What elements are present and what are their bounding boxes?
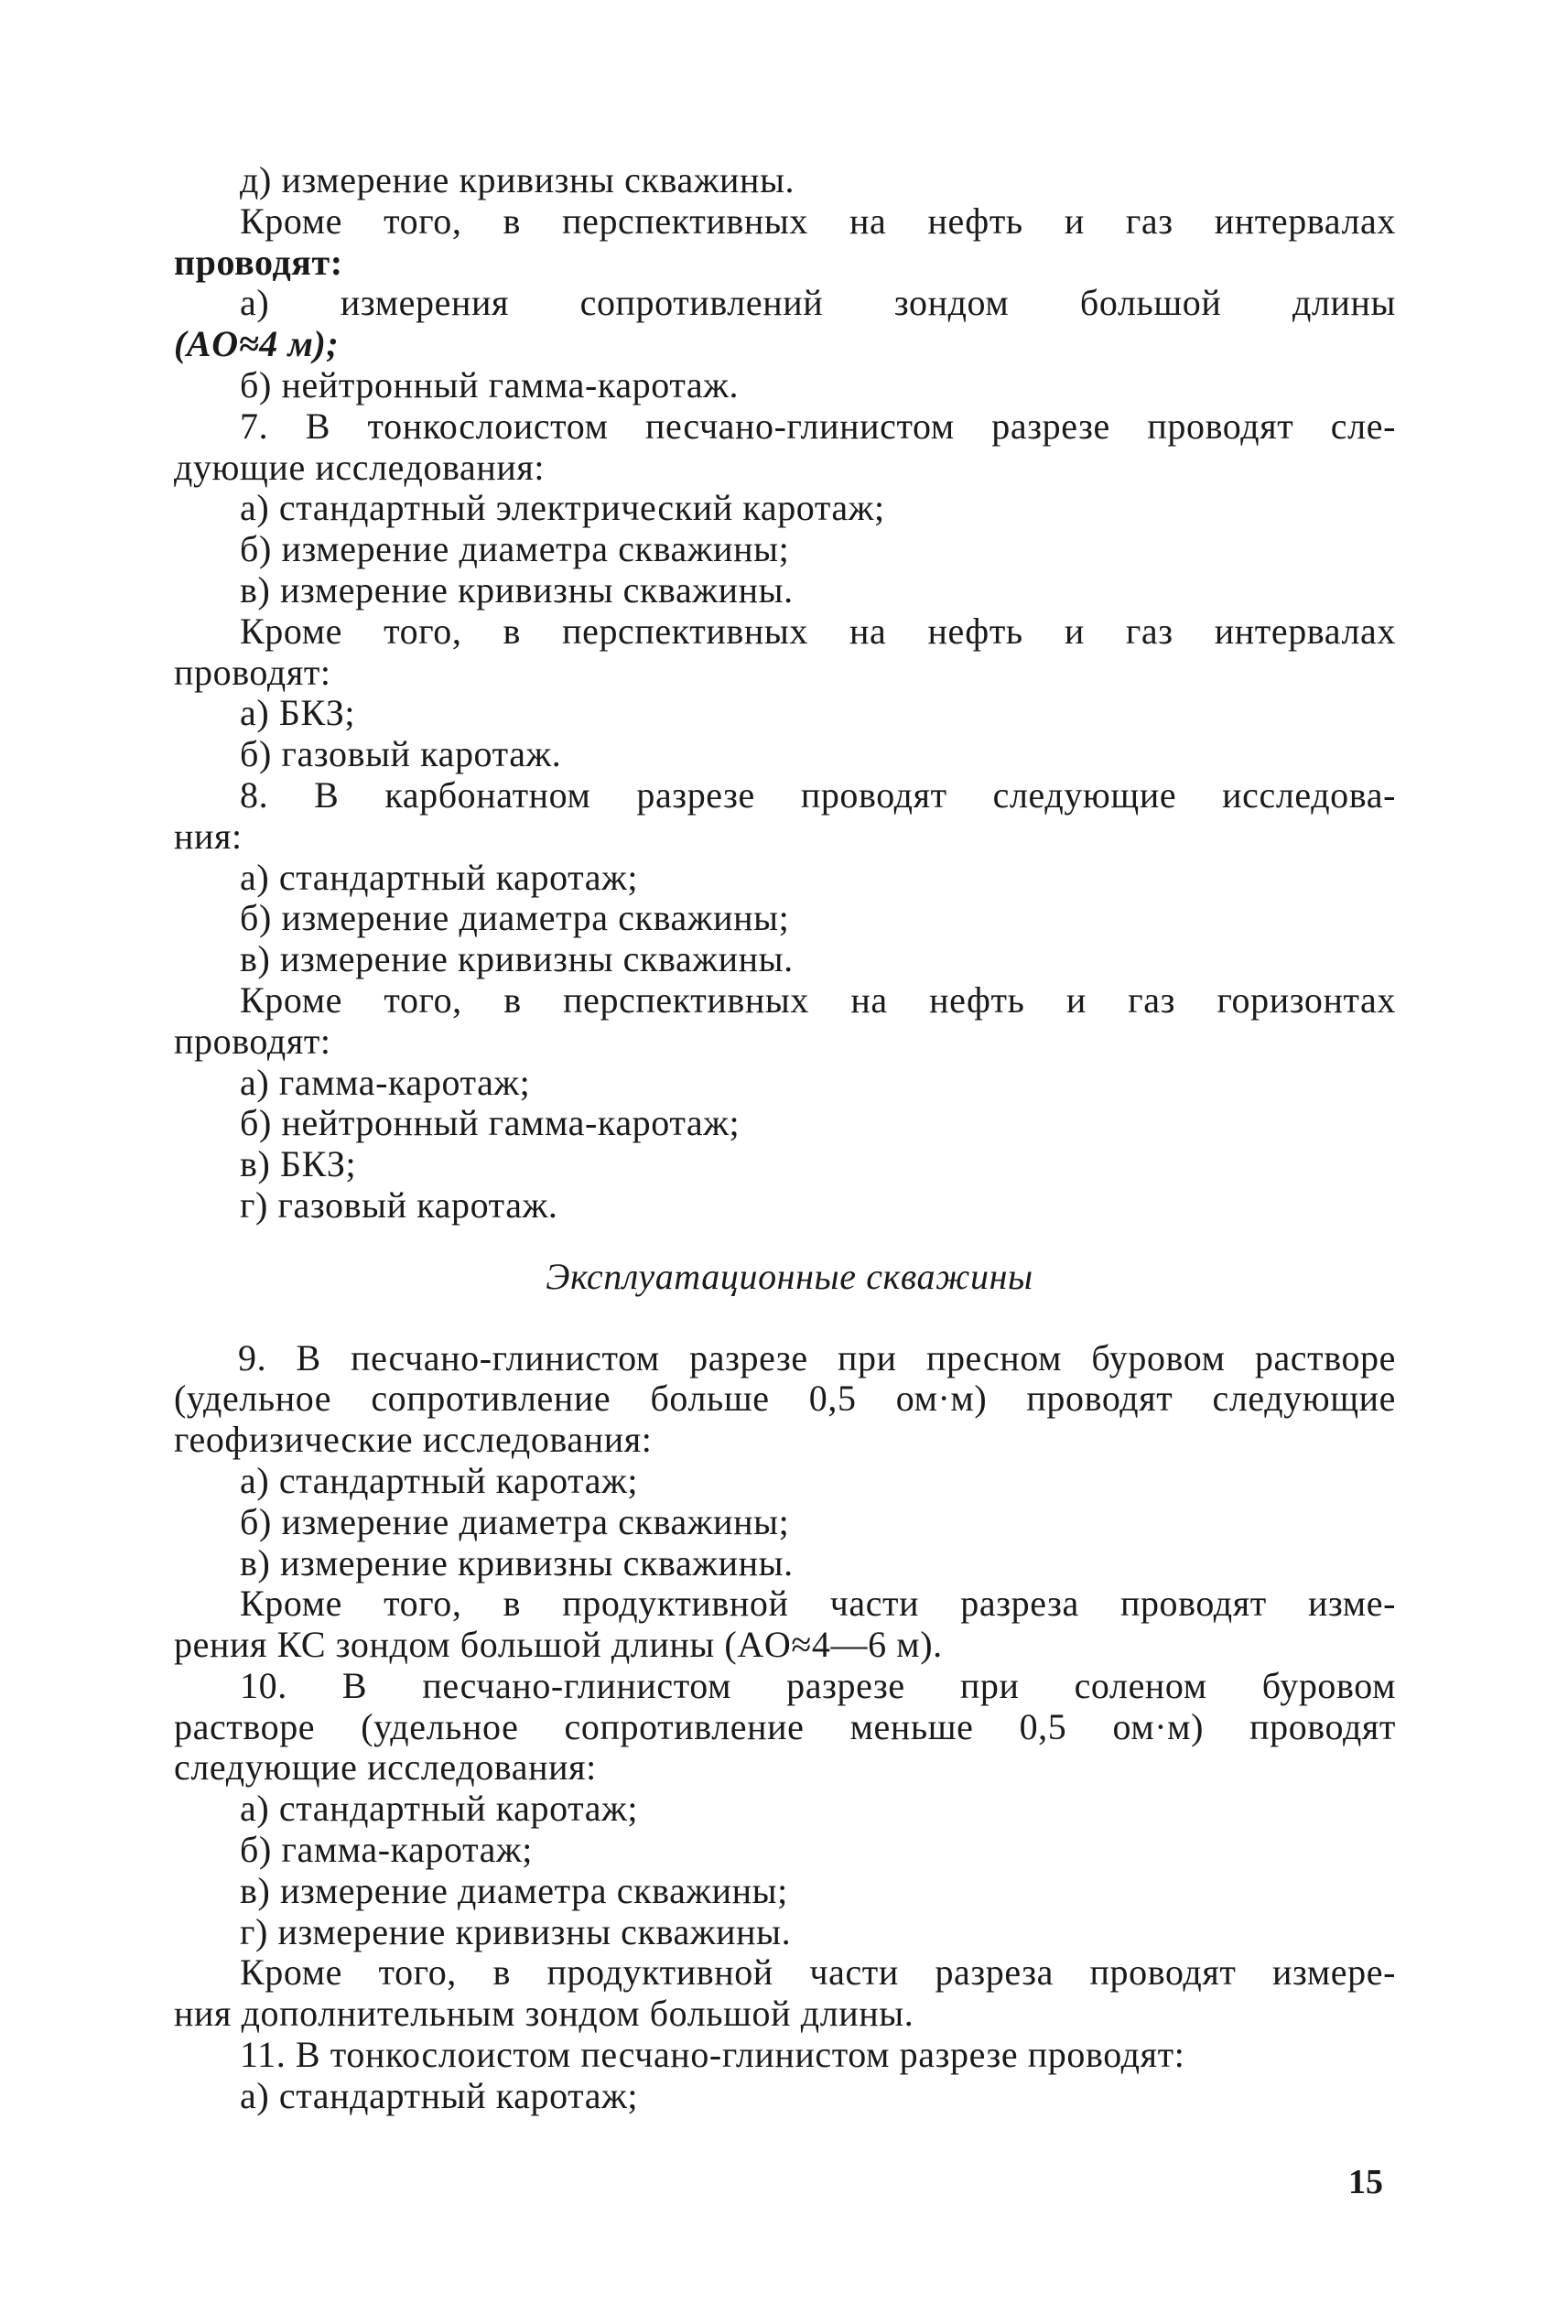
text-line: б) измерение диаметра скважины; bbox=[240, 528, 790, 570]
body-text-block-2 bbox=[174, 1338, 1396, 2117]
text-line: а) стандартный электрический каротаж; bbox=[240, 487, 885, 529]
text-line: а) стандартный каротаж; bbox=[240, 2074, 639, 2116]
text-line: геофизические исследования: bbox=[174, 1419, 653, 1461]
text-line: а) измерения сопротивлений зондом большой длины bbox=[240, 282, 1396, 324]
text-line: рения КС зондом большой длины (AO≈4—6 м). bbox=[174, 1624, 943, 1666]
text-line: Кроме того, в продуктивной части разреза проводят измере- bbox=[240, 1951, 1396, 1994]
text-line: в) измерение кривизны скважины. bbox=[240, 568, 794, 611]
text-line: (удельное сопротивление больше 0,5 ом·м) проводят следующие bbox=[174, 1378, 1396, 1420]
text-line: а) стандартный каротаж; bbox=[240, 1459, 639, 1501]
text-line: Кроме того, в перспективных на нефть и газ горизонтах bbox=[240, 978, 1396, 1021]
text-line: б) газовый каротаж. bbox=[240, 733, 562, 775]
page-number: 15 bbox=[1348, 2163, 1383, 2201]
document-page bbox=[174, 160, 1396, 2117]
text-line: Кроме того, в перспективных на нефть и газ интервалах bbox=[240, 610, 1396, 652]
text-line: д) измерение кривизны скважины. bbox=[240, 159, 795, 200]
text-line: б) измерение диаметра скважины; bbox=[240, 897, 790, 939]
text-line: б) нейтронный гамма-каротаж. bbox=[240, 363, 740, 405]
text-line: 7. В тонкослоистом песчано-глинистом разрезе проводят сле- bbox=[240, 405, 1396, 447]
text-line: в) измерение кривизны скважины. bbox=[240, 1541, 794, 1584]
body-text-block-1 bbox=[174, 160, 1396, 1227]
text-line: в) измерение кривизны скважины. bbox=[240, 938, 794, 980]
text-line: проводят: bbox=[174, 241, 343, 283]
section-heading: Эксплуатационные скважины bbox=[546, 1255, 1033, 1297]
text-line: а) стандартный каротаж; bbox=[240, 1788, 639, 1830]
text-line: ния дополнительным зондом большой длины. bbox=[174, 1993, 914, 2035]
text-line: дующие исследования: bbox=[174, 446, 546, 488]
text-line: 10. В песчано-глинистом разрезе при соленом буровом bbox=[240, 1664, 1396, 1706]
text-line: б) нейтронный гамма-каротаж; bbox=[240, 1102, 741, 1144]
text-line: 9. В песчано-глинистом разрезе при пресном буровом растворе bbox=[238, 1336, 1396, 1378]
text-line: следующие исследования: bbox=[174, 1746, 597, 1789]
text-line: в) измерение диаметра скважины; bbox=[240, 1869, 788, 1911]
text-line: 11. В тонкослоистом песчано-глинистом разрезе проводят: bbox=[240, 2034, 1185, 2076]
text-line: 8. В карбонатном разрезе проводят следующие исследова- bbox=[240, 773, 1396, 816]
text-line: ния: bbox=[174, 815, 243, 857]
text-line: а) БКЗ; bbox=[240, 692, 356, 734]
text-line: а) гамма-каротаж; bbox=[240, 1061, 531, 1103]
text-line: Кроме того, в перспективных на нефть и газ интервалах bbox=[240, 200, 1396, 242]
text-line: в) БКЗ; bbox=[240, 1143, 357, 1185]
text-line: г) газовый каротаж. bbox=[240, 1184, 558, 1226]
text-line: растворе (удельное сопротивление меньше 0,5 ом·м) проводят bbox=[174, 1705, 1396, 1747]
text-line: проводят: bbox=[174, 651, 331, 693]
text-line: а) стандартный каротаж; bbox=[240, 856, 639, 898]
text-line: проводят: bbox=[174, 1020, 331, 1062]
text-line: Кроме того, в продуктивной части разреза проводят изме- bbox=[240, 1583, 1396, 1625]
text-line: б) измерение диаметра скважины; bbox=[240, 1500, 790, 1542]
text-line: (AO≈4 м); bbox=[174, 323, 340, 365]
text-line: б) гамма-каротаж; bbox=[240, 1829, 533, 1871]
text-line: г) измерение кривизны скважины. bbox=[240, 1910, 792, 1952]
